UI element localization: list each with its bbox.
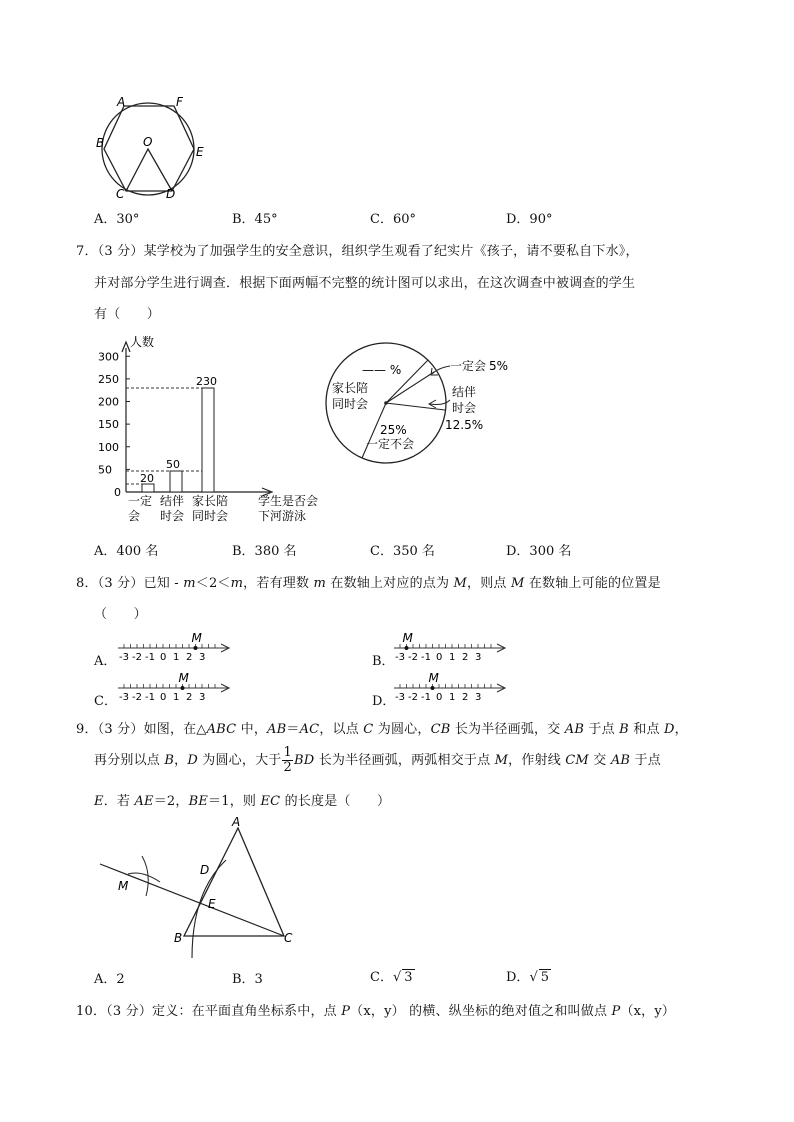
numberline-tick-label: 3 xyxy=(199,692,206,703)
q8-numberline-a xyxy=(116,628,236,664)
q7-bar-1 xyxy=(142,484,154,492)
q7-bar-cat-1a: 一定 xyxy=(128,494,153,508)
q7-bar-xlabel-1: 学生是否会 xyxy=(258,494,319,508)
q7-option-a: A．400 名 xyxy=(94,544,159,559)
q8-numberline-b xyxy=(392,628,512,664)
q8-numberline-c xyxy=(116,668,236,704)
q10-line-1: 10．（3 分）定义：在平面直角坐标系中，点 P（x，y） 的横、纵坐标的绝对值之和叫做点 P（x，y） xyxy=(76,1004,676,1019)
q9-triangle-figure xyxy=(96,812,306,960)
q9-option-b: B．3 xyxy=(232,972,263,987)
q7-pie-label-parent-1: 家长陪 xyxy=(332,381,369,395)
q6-option-c: C．60° xyxy=(370,212,416,227)
numberline-tick-label: -2 xyxy=(408,652,418,663)
q7-bar-cat-2a: 结伴 xyxy=(160,494,185,508)
q7-option-b: B．380 名 xyxy=(232,544,297,559)
q7-pie-pct-together: 12.5% xyxy=(445,418,484,432)
q9-option-c: C．√ 3 xyxy=(370,970,413,985)
q7-bar-cat-1b: 会 xyxy=(128,509,141,523)
q7-bar-ytick: 300 xyxy=(98,350,119,364)
numberline-tick-label: 2 xyxy=(462,692,469,703)
q6-label-c: C xyxy=(116,187,125,201)
q7-line-2: 并对部分学生进行调查．根据下面两幅不完整的统计图可以求出，在这次调查中被调查的学生 xyxy=(94,276,636,291)
numberline-tick-label: 1 xyxy=(449,692,456,703)
q7-bar-ytick: 100 xyxy=(98,440,119,454)
numberline-tick-label: 3 xyxy=(475,652,482,663)
numberline-tick-label: -2 xyxy=(132,652,142,663)
q9-line-3: E．若 AE＝2，BE＝1，则 EC 的长度是（ ） xyxy=(94,794,391,809)
q8-line-1: 8．（3 分）已知 - m＜2＜m，若有理数 m 在数轴上对应的点为 M，则点 M 在数轴上可能的位置是 xyxy=(76,576,661,591)
q7-bar-cat-2b: 时会 xyxy=(160,509,185,523)
numberline-tick-label: -1 xyxy=(421,692,431,703)
q7-pie-pct-must: 5% xyxy=(489,359,509,373)
numberline-tick-label: -3 xyxy=(395,692,405,703)
q7-bar-value-1: 20 xyxy=(140,472,154,485)
numberline-tick-label: 0 xyxy=(436,652,443,663)
q7-bar-xlabel-2: 下河游泳 xyxy=(258,509,307,523)
q6-label-a: A xyxy=(117,95,126,109)
q9-label-m: M xyxy=(118,879,129,893)
q7-pie-label-together-2: 时会 xyxy=(452,401,477,415)
q9-label-a: A xyxy=(232,815,241,829)
numberline-tick-label: 1 xyxy=(449,652,456,663)
numberline-tick-label: -1 xyxy=(421,652,431,663)
numberline-tick-label: 1 xyxy=(173,692,180,703)
numberline-tick-label: 2 xyxy=(186,652,193,663)
q6-label-d: D xyxy=(166,187,176,201)
q9-option-d: D．√ 5 xyxy=(506,970,550,985)
q6-option-b: B．45° xyxy=(232,212,278,227)
q7-bar-3 xyxy=(202,388,214,492)
point-m xyxy=(181,686,185,690)
point-m-label: M xyxy=(428,671,439,685)
q9-line-1: 9．（3 分）如图，在△ABC 中，AB＝AC，以点 C 为圆心，CB 长为半径画弧，交 AB 于点 B 和点 D， xyxy=(76,722,688,737)
q7-pie-label-must: 一定会 xyxy=(450,359,487,373)
q7-line-3: 有（ ） xyxy=(94,307,161,322)
q7-bar-ytick: 200 xyxy=(98,395,119,409)
numberline-tick-label: -3 xyxy=(119,652,129,663)
q9-option-a: A．2 xyxy=(94,972,125,987)
numberline-tick-label: -2 xyxy=(408,692,418,703)
q8-option-c-letter: C． xyxy=(94,694,117,709)
q7-bar-ytick: 0 xyxy=(114,486,121,499)
q6-label-f: F xyxy=(176,95,183,109)
numberline-tick-label: 1 xyxy=(173,652,180,663)
q7-bar-ytick: 150 xyxy=(98,418,119,432)
numberline-tick-label: 2 xyxy=(462,652,469,663)
numberline-tick-label: 0 xyxy=(160,692,167,703)
numberline-tick-label: 0 xyxy=(160,652,167,663)
q7-option-d: D．300 名 xyxy=(506,544,572,559)
q9-line-2: 再分别以点 B，D 为圆心，大于 $\frac{1}{2}$ BD 长为半径画弧，两弧相交于点 M，作射线 CM 交 AB 于点 xyxy=(94,745,661,775)
q7-pie-chart xyxy=(320,330,530,470)
q8-line-2: （ ） xyxy=(94,607,147,622)
q7-bar-value-3: 230 xyxy=(196,375,217,388)
point-m xyxy=(405,646,409,650)
q9-label-c: C xyxy=(284,931,293,945)
q9-label-e: E xyxy=(208,897,216,911)
q7-bar-2 xyxy=(170,471,182,492)
point-m-label: M xyxy=(191,631,202,645)
q6-option-d: D．90° xyxy=(506,212,553,227)
q7-bar-ylabel: 人数 xyxy=(130,335,155,349)
q7-bar-chart xyxy=(90,330,350,530)
numberline-tick-label: -2 xyxy=(132,692,142,703)
q8-option-d-letter: D． xyxy=(372,694,396,709)
numberline-tick-label: -3 xyxy=(395,652,405,663)
numberline-tick-label: -3 xyxy=(119,692,129,703)
q7-option-c: C．350 名 xyxy=(370,544,435,559)
point-m xyxy=(194,646,198,650)
q6-label-b: B xyxy=(96,136,105,150)
q6-label-o: O xyxy=(143,135,153,149)
numberline-tick-label: 2 xyxy=(186,692,193,703)
point-m xyxy=(431,686,435,690)
q7-bar-value-2: 50 xyxy=(166,458,180,471)
numberline-tick-label: 3 xyxy=(475,692,482,703)
q9-half-fraction: $\frac{1}{2}$ xyxy=(283,745,292,775)
numberline-tick-label: -1 xyxy=(145,692,155,703)
q6-hexagon-figure xyxy=(94,94,214,204)
q7-bar-ytick: 50 xyxy=(98,463,112,477)
numberline-tick-label: 3 xyxy=(199,652,206,663)
q7-pie-pct-wont: 25% xyxy=(380,423,407,437)
q7-bar-ytick: 250 xyxy=(98,372,119,386)
q7-bar-cat-3b: 同时会 xyxy=(192,509,229,523)
q6-option-a: A．30° xyxy=(94,212,140,227)
q9-label-b: B xyxy=(174,931,183,945)
q6-label-e: E xyxy=(196,145,204,159)
q8-option-a-letter: A． xyxy=(94,654,117,669)
point-m-label: M xyxy=(402,631,413,645)
q8-option-b-letter: B． xyxy=(372,654,395,669)
q7-pie-label-parent-2: 同时会 xyxy=(332,397,369,411)
q7-pie-pct-unknown: —— % xyxy=(362,363,402,377)
q7-pie-label-wont: 一定不会 xyxy=(366,437,415,451)
q7-pie-label-together-1: 结伴 xyxy=(452,385,477,399)
q9-label-d: D xyxy=(200,863,210,877)
numberline-tick-label: -1 xyxy=(145,652,155,663)
numberline-tick-label: 0 xyxy=(436,692,443,703)
point-m-label: M xyxy=(178,671,189,685)
q7-bar-cat-3a: 家长陪 xyxy=(192,494,229,508)
q8-numberline-d xyxy=(392,668,512,704)
q7-line-1: 7．（3 分）某学校为了加强学生的安全意识，组织学生观看了纪实片《孩子，请不要私自下水》， xyxy=(76,244,639,259)
